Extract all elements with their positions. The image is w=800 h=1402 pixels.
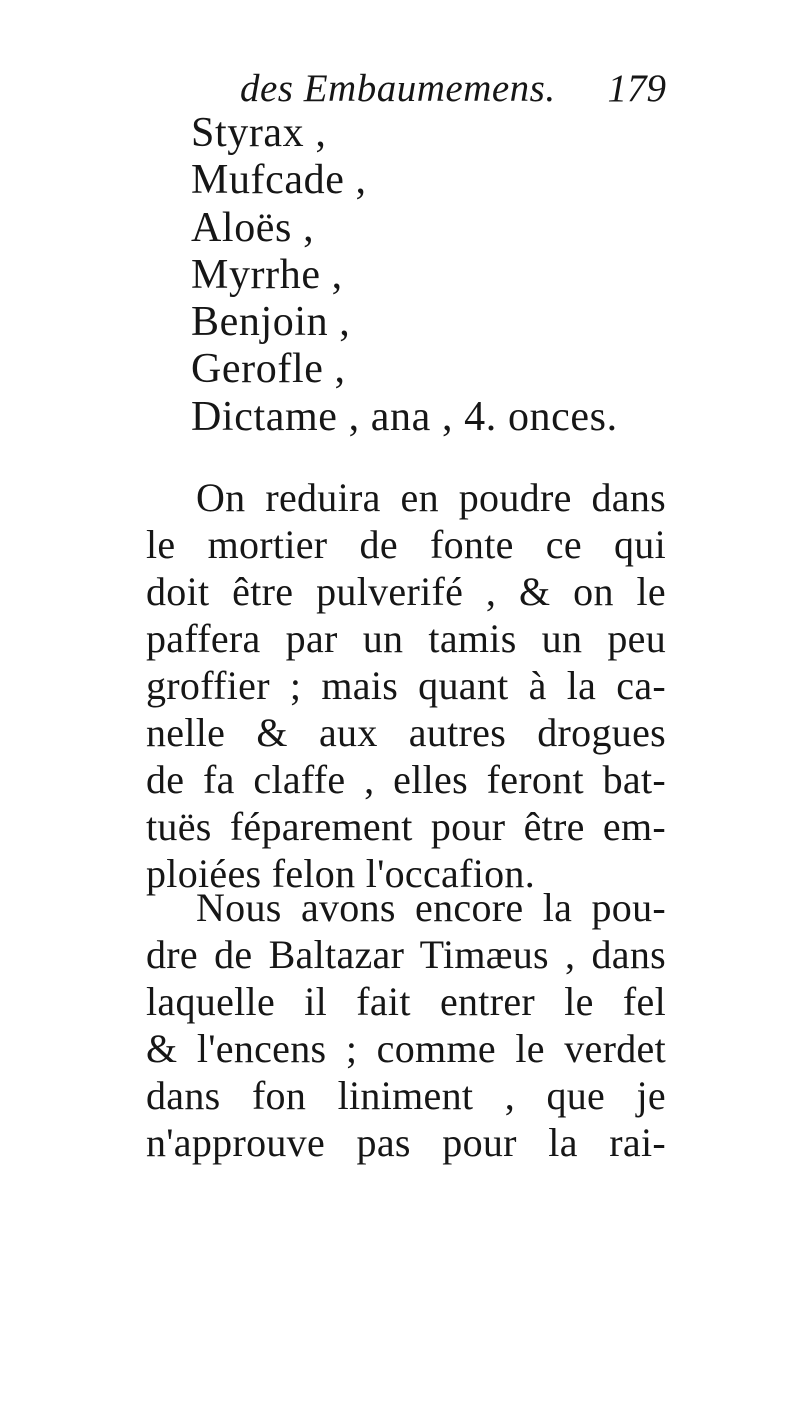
page-number: 179 bbox=[607, 67, 666, 110]
text-line: & l'encens ; comme le verdet bbox=[146, 1026, 666, 1071]
running-head-title: des Embaumemens. bbox=[240, 67, 556, 110]
text-line: nelle & aux autres drogues bbox=[146, 710, 666, 755]
text-line: groffier ; mais quant à la ca- bbox=[146, 663, 666, 708]
text-line: dans fon liniment , que je bbox=[146, 1073, 666, 1118]
text-line: doit être pulverifé , & on le bbox=[146, 569, 666, 614]
text-line: ploiées felon l'occafion. bbox=[146, 851, 536, 896]
ingredient-item: Aloës , bbox=[191, 204, 315, 251]
ingredient-item: Dictame , ana , 4. onces. bbox=[191, 393, 618, 440]
text-line: On reduira en poudre dans bbox=[196, 475, 666, 520]
ingredient-item: Mufcade , bbox=[191, 157, 367, 204]
paragraph-powder bbox=[146, 474, 666, 897]
text-line: laquelle il fait entrer le fel bbox=[146, 979, 666, 1024]
text-line: tuës féparement pour être em- bbox=[146, 804, 666, 849]
ingredient-item: Benjoin , bbox=[191, 299, 351, 346]
ingredient-item: Gerofle , bbox=[191, 346, 346, 393]
text-line: dre de Baltazar Timæus , dans bbox=[146, 932, 666, 977]
ingredient-item: Myrrhe , bbox=[191, 251, 343, 298]
ingredient-item: Styrax , bbox=[191, 110, 327, 156]
text-line: n'approuve pas pour la rai- bbox=[146, 1120, 666, 1165]
paragraph-timaeus bbox=[146, 884, 666, 1166]
text-line: de fa claffe , elles feront bat- bbox=[146, 757, 666, 802]
ingredient-list bbox=[191, 110, 618, 441]
text-line: paffera par un tamis un peu bbox=[146, 616, 666, 661]
text-line: Nous avons encore la pou- bbox=[196, 885, 666, 930]
text-line: le mortier de fonte ce qui bbox=[146, 522, 666, 567]
